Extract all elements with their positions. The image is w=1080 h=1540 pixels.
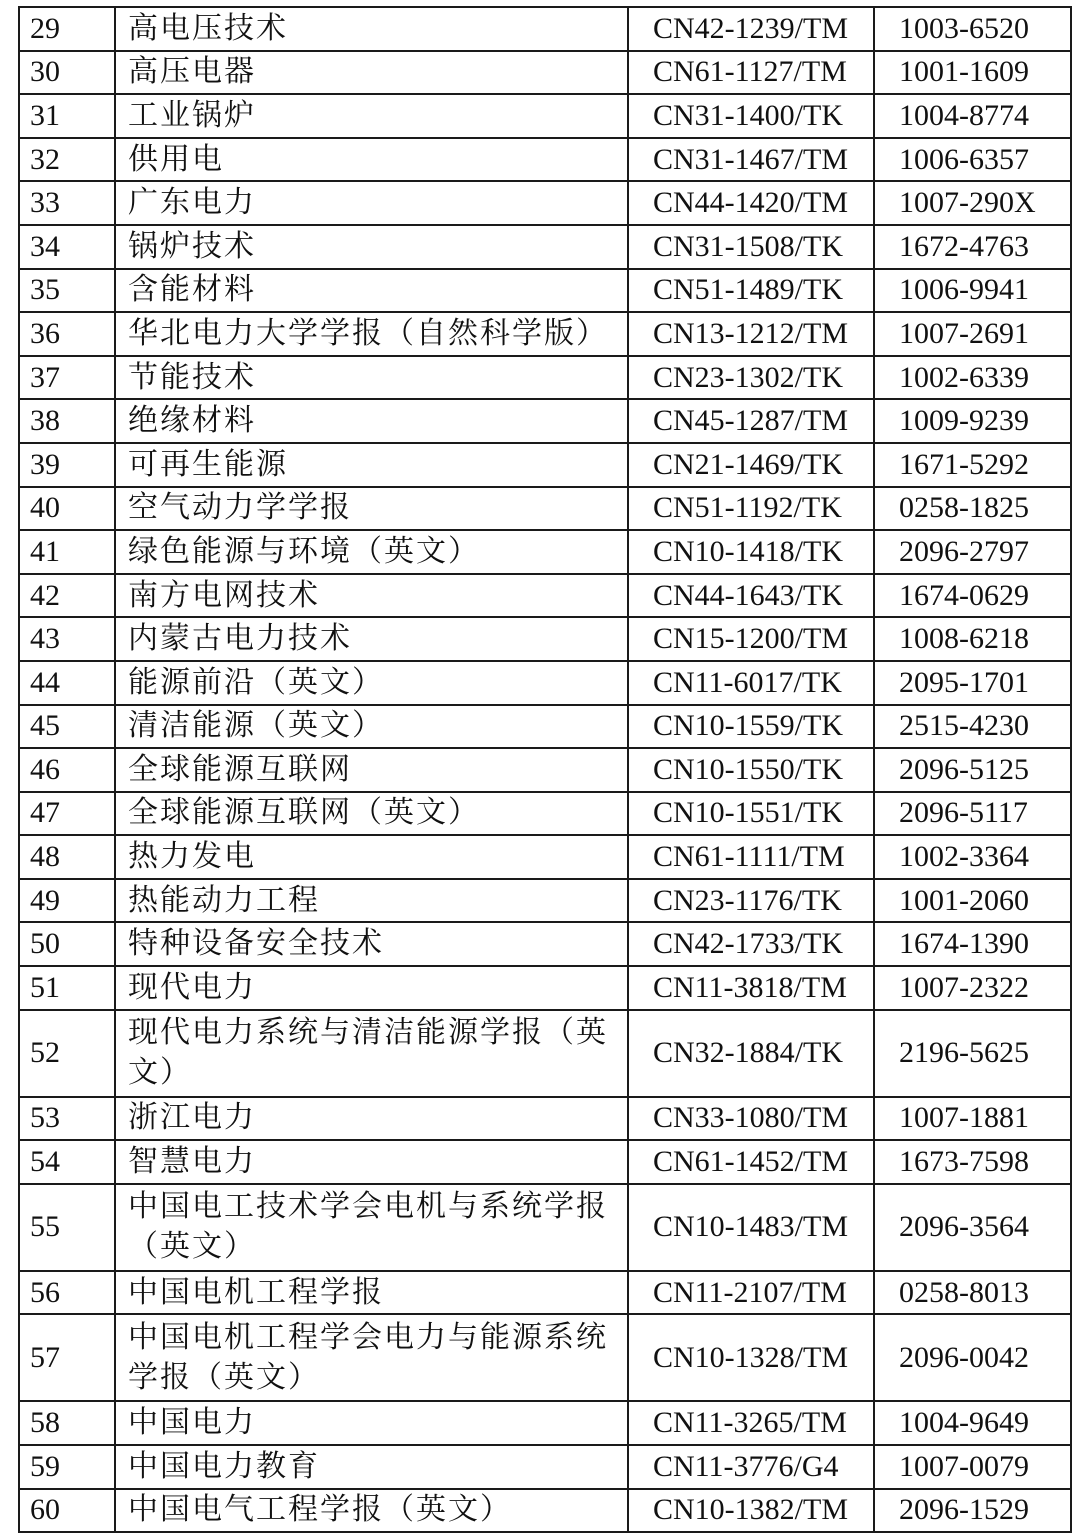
cn-code: CN10-1328/TM: [628, 1314, 874, 1401]
issn-code: 1006-9941: [874, 269, 1071, 313]
row-number: 51: [19, 966, 115, 1010]
issn-code: 1673-7598: [874, 1140, 1071, 1184]
cn-code: CN10-1551/TK: [628, 792, 874, 836]
cn-code: CN61-1111/TM: [628, 835, 874, 879]
journal-name: 供用电: [115, 138, 628, 182]
journal-name: 中国电机工程学报: [115, 1271, 628, 1315]
cn-code: CN11-6017/TK: [628, 661, 874, 705]
cn-code: CN15-1200/TM: [628, 617, 874, 661]
row-number: 32: [19, 138, 115, 182]
table-row: [19, 617, 1071, 661]
table-row: [19, 530, 1071, 574]
row-number: 36: [19, 312, 115, 356]
journal-name: 高电压技术: [115, 7, 628, 51]
journal-name: 现代电力系统与清洁能源学报（英文）: [115, 1010, 628, 1097]
cn-code: CN42-1733/TK: [628, 922, 874, 966]
cn-code: CN10-1559/TK: [628, 705, 874, 749]
journal-name: 能源前沿（英文）: [115, 661, 628, 705]
cn-code: CN44-1420/TM: [628, 181, 874, 225]
cn-code: CN13-1212/TM: [628, 312, 874, 356]
table-row: [19, 1401, 1071, 1445]
issn-code: 1001-2060: [874, 879, 1071, 923]
table-row: [19, 7, 1071, 51]
issn-code: 2196-5625: [874, 1010, 1071, 1097]
table-row: [19, 661, 1071, 705]
cn-code: CN10-1550/TK: [628, 748, 874, 792]
row-number: 29: [19, 7, 115, 51]
row-number: 30: [19, 51, 115, 95]
cn-code: CN23-1176/TK: [628, 879, 874, 923]
table-row: [19, 443, 1071, 487]
table-row: [19, 399, 1071, 443]
issn-code: 1007-0079: [874, 1445, 1071, 1489]
table-row: [19, 1445, 1071, 1489]
row-number: 40: [19, 487, 115, 531]
issn-code: 1004-9649: [874, 1401, 1071, 1445]
row-number: 34: [19, 225, 115, 269]
table-row: [19, 1184, 1071, 1271]
table-row: [19, 705, 1071, 749]
issn-code: 2515-4230: [874, 705, 1071, 749]
cn-code: CN31-1467/TM: [628, 138, 874, 182]
journal-name: 中国电机工程学会电力与能源系统学报（英文）: [115, 1314, 628, 1401]
journal-name: 工业锅炉: [115, 94, 628, 138]
row-number: 41: [19, 530, 115, 574]
cn-code: CN10-1418/TK: [628, 530, 874, 574]
issn-code: 2096-1529: [874, 1489, 1071, 1533]
issn-code: 1008-6218: [874, 617, 1071, 661]
row-number: 56: [19, 1271, 115, 1315]
issn-code: 1674-1390: [874, 922, 1071, 966]
issn-code: 2095-1701: [874, 661, 1071, 705]
cn-code: CN42-1239/TM: [628, 7, 874, 51]
row-number: 53: [19, 1097, 115, 1141]
cn-code: CN51-1489/TK: [628, 269, 874, 313]
table-row: [19, 94, 1071, 138]
table-row: [19, 312, 1071, 356]
journal-name: 中国电工技术学会电机与系统学报（英文）: [115, 1184, 628, 1271]
journal-name: 绿色能源与环境（英文）: [115, 530, 628, 574]
table-row: [19, 748, 1071, 792]
cn-code: CN33-1080/TM: [628, 1097, 874, 1141]
issn-code: 1007-2691: [874, 312, 1071, 356]
issn-code: 2096-2797: [874, 530, 1071, 574]
row-number: 43: [19, 617, 115, 661]
cn-code: CN23-1302/TK: [628, 356, 874, 400]
journal-name: 中国电气工程学报（英文）: [115, 1489, 628, 1533]
journal-table: [18, 6, 1072, 1533]
journal-name: 中国电力教育: [115, 1445, 628, 1489]
journal-name: 空气动力学学报: [115, 487, 628, 531]
issn-code: 1674-0629: [874, 574, 1071, 618]
journal-name: 中国电力: [115, 1401, 628, 1445]
row-number: 49: [19, 879, 115, 923]
journal-name: 可再生能源: [115, 443, 628, 487]
row-number: 54: [19, 1140, 115, 1184]
issn-code: 1004-8774: [874, 94, 1071, 138]
issn-code: 1007-290X: [874, 181, 1071, 225]
issn-code: 1002-6339: [874, 356, 1071, 400]
issn-code: 2096-5125: [874, 748, 1071, 792]
journal-name: 现代电力: [115, 966, 628, 1010]
table-row: [19, 225, 1071, 269]
table-row: [19, 835, 1071, 879]
cn-code: CN51-1192/TK: [628, 487, 874, 531]
cn-code: CN10-1483/TM: [628, 1184, 874, 1271]
issn-code: 1671-5292: [874, 443, 1071, 487]
journal-name: 热力发电: [115, 835, 628, 879]
table-row: [19, 966, 1071, 1010]
table-row: [19, 1097, 1071, 1141]
journal-name: 绝缘材料: [115, 399, 628, 443]
row-number: 44: [19, 661, 115, 705]
issn-code: 1672-4763: [874, 225, 1071, 269]
cn-code: CN44-1643/TK: [628, 574, 874, 618]
row-number: 37: [19, 356, 115, 400]
issn-code: 2096-3564: [874, 1184, 1071, 1271]
journal-name: 热能动力工程: [115, 879, 628, 923]
journal-name: 全球能源互联网: [115, 748, 628, 792]
issn-code: 0258-1825: [874, 487, 1071, 531]
issn-code: 1006-6357: [874, 138, 1071, 182]
journal-name: 锅炉技术: [115, 225, 628, 269]
journal-name: 含能材料: [115, 269, 628, 313]
issn-code: 2096-5117: [874, 792, 1071, 836]
table-row: [19, 356, 1071, 400]
issn-code: 1009-9239: [874, 399, 1071, 443]
row-number: 48: [19, 835, 115, 879]
cn-code: CN61-1127/TM: [628, 51, 874, 95]
table-row: [19, 1140, 1071, 1184]
issn-code: 1007-1881: [874, 1097, 1071, 1141]
table-row: [19, 879, 1071, 923]
row-number: 33: [19, 181, 115, 225]
cn-code: CN31-1400/TK: [628, 94, 874, 138]
table-row: [19, 1010, 1071, 1097]
journal-name: 广东电力: [115, 181, 628, 225]
cn-code: CN11-3818/TM: [628, 966, 874, 1010]
journal-name: 高压电器: [115, 51, 628, 95]
row-number: 45: [19, 705, 115, 749]
journal-name: 南方电网技术: [115, 574, 628, 618]
cn-code: CN11-3776/G4: [628, 1445, 874, 1489]
cn-code: CN21-1469/TK: [628, 443, 874, 487]
table-row: [19, 269, 1071, 313]
row-number: 59: [19, 1445, 115, 1489]
issn-code: 0258-8013: [874, 1271, 1071, 1315]
row-number: 50: [19, 922, 115, 966]
cn-code: CN11-3265/TM: [628, 1401, 874, 1445]
issn-code: 1002-3364: [874, 835, 1071, 879]
table-row: [19, 922, 1071, 966]
issn-code: 1003-6520: [874, 7, 1071, 51]
cn-code: CN11-2107/TM: [628, 1271, 874, 1315]
issn-code: 2096-0042: [874, 1314, 1071, 1401]
row-number: 38: [19, 399, 115, 443]
cn-code: CN31-1508/TK: [628, 225, 874, 269]
journal-name: 特种设备安全技术: [115, 922, 628, 966]
issn-code: 1001-1609: [874, 51, 1071, 95]
row-number: 31: [19, 94, 115, 138]
journal-name: 浙江电力: [115, 1097, 628, 1141]
cn-code: CN32-1884/TK: [628, 1010, 874, 1097]
table-row: [19, 138, 1071, 182]
table-row: [19, 487, 1071, 531]
cn-code: CN61-1452/TM: [628, 1140, 874, 1184]
row-number: 42: [19, 574, 115, 618]
table-row: [19, 1489, 1071, 1533]
table-row: [19, 1314, 1071, 1401]
row-number: 58: [19, 1401, 115, 1445]
row-number: 60: [19, 1489, 115, 1533]
table-row: [19, 181, 1071, 225]
table-row: [19, 1271, 1071, 1315]
cn-code: CN45-1287/TM: [628, 399, 874, 443]
row-number: 52: [19, 1010, 115, 1097]
journal-name: 节能技术: [115, 356, 628, 400]
row-number: 46: [19, 748, 115, 792]
row-number: 39: [19, 443, 115, 487]
table-row: [19, 792, 1071, 836]
table-row: [19, 574, 1071, 618]
journal-table-body: [19, 7, 1071, 1532]
row-number: 57: [19, 1314, 115, 1401]
row-number: 47: [19, 792, 115, 836]
row-number: 55: [19, 1184, 115, 1271]
journal-name: 华北电力大学学报（自然科学版）: [115, 312, 628, 356]
journal-name: 清洁能源（英文）: [115, 705, 628, 749]
journal-name: 全球能源互联网（英文）: [115, 792, 628, 836]
journal-name: 智慧电力: [115, 1140, 628, 1184]
cn-code: CN10-1382/TM: [628, 1489, 874, 1533]
journal-name: 内蒙古电力技术: [115, 617, 628, 661]
row-number: 35: [19, 269, 115, 313]
issn-code: 1007-2322: [874, 966, 1071, 1010]
table-row: [19, 51, 1071, 95]
